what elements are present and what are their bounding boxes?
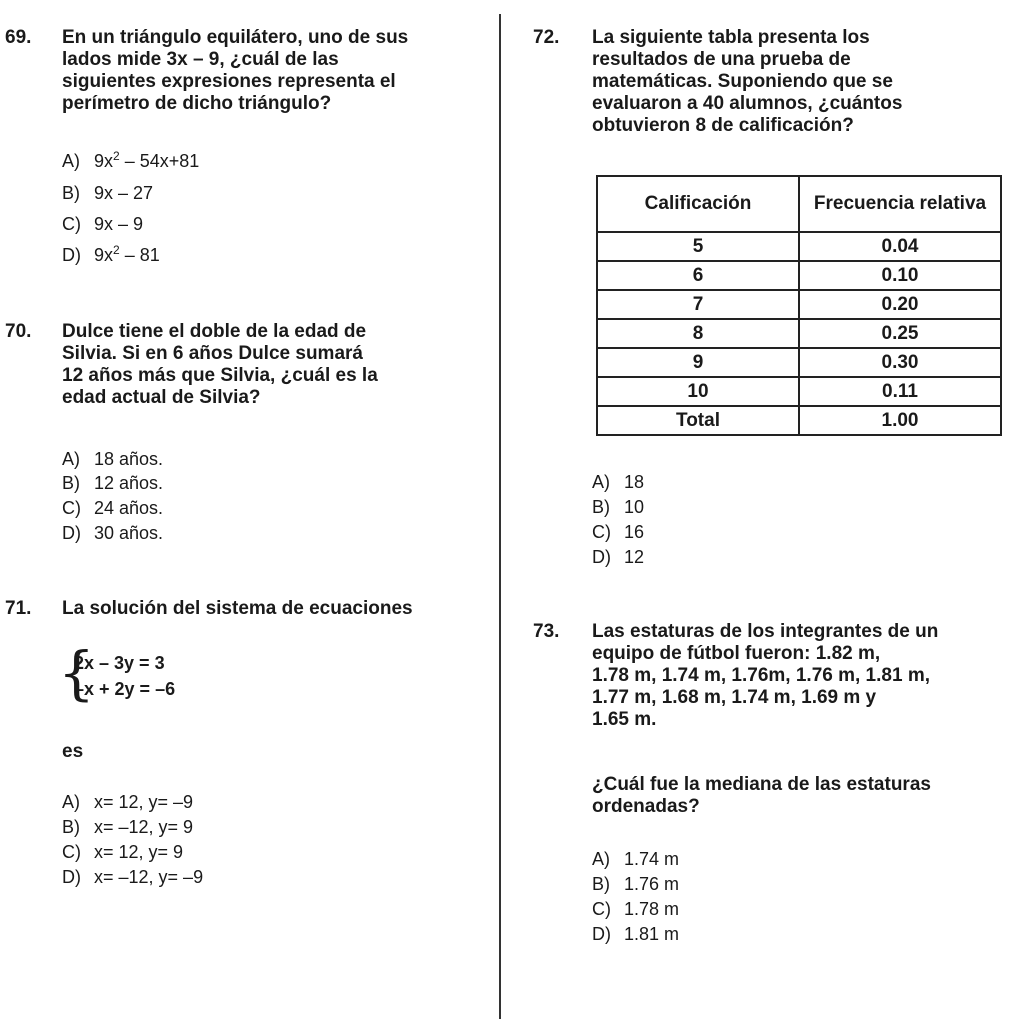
option-label: A) <box>62 792 80 812</box>
question-73-line: 1.65 m. <box>592 709 657 730</box>
option-exponent: 2 <box>113 149 120 163</box>
option-text: 18 <box>624 472 645 492</box>
question-71-option-b[interactable] <box>62 816 193 838</box>
question-72-line: matemáticas. Suponiendo que se <box>592 71 893 92</box>
question-71-stem <box>62 598 413 620</box>
question-72-option-a[interactable] <box>592 471 644 493</box>
table-cell: 8 <box>597 319 799 348</box>
option-label: B) <box>62 183 80 203</box>
option-text: 16 <box>624 522 645 542</box>
option-text: 10 <box>624 497 645 517</box>
question-70-line: Silvia. Si en 6 años Dulce sumará <box>62 343 363 364</box>
question-69-stem <box>62 27 408 115</box>
option-text: x= 12, y= 9 <box>94 842 184 862</box>
option-text: 1.78 m <box>624 899 680 919</box>
question-73-option-d[interactable] <box>592 923 679 945</box>
question-72-number: 72. <box>533 27 560 48</box>
table-row <box>597 290 1001 319</box>
table-header: Calificación <box>597 176 799 232</box>
table-header-row <box>597 176 1001 232</box>
option-text: 12 <box>624 547 645 567</box>
question-73-line: equipo de fútbol fueron: 1.82 m, <box>592 643 881 664</box>
question-72-stem <box>592 27 902 137</box>
option-label: D) <box>592 924 611 944</box>
question-73-line: Las estaturas de los integrantes de un <box>592 621 939 642</box>
option-label: B) <box>62 473 80 493</box>
option-text: 1.81 m <box>624 924 680 944</box>
option-label: B) <box>592 497 610 517</box>
question-69-line: En un triángulo equilátero, uno de sus <box>62 27 409 48</box>
option-label: C) <box>62 498 81 518</box>
option-text: – 81 <box>119 245 160 265</box>
option-text: x= –12, y= 9 <box>94 817 194 837</box>
question-70-option-b[interactable] <box>62 472 163 494</box>
question-70-line: edad actual de Silvia? <box>62 387 261 408</box>
table-header: Frecuencia relativa <box>799 176 1001 232</box>
table-row <box>597 377 1001 406</box>
table-cell: 0.04 <box>799 232 1001 261</box>
question-71-option-a[interactable] <box>62 791 193 813</box>
option-label: A) <box>62 151 80 171</box>
table-cell: 7 <box>597 290 799 319</box>
table-cell: 6 <box>597 261 799 290</box>
question-72-line: resultados de una prueba de <box>592 49 851 70</box>
question-73-option-c[interactable] <box>592 898 679 920</box>
table-row <box>597 406 1001 435</box>
question-73-line: 1.78 m, 1.74 m, 1.76m, 1.76 m, 1.81 m, <box>592 665 930 686</box>
system-brace: { <box>58 639 95 707</box>
option-text: 12 años. <box>94 473 164 493</box>
question-73-stem <box>592 621 938 731</box>
table-row <box>597 261 1001 290</box>
question-70-option-a[interactable] <box>62 448 163 470</box>
question-72-option-b[interactable] <box>592 496 644 518</box>
column-divider <box>499 14 501 1019</box>
option-text: x= –12, y= –9 <box>94 867 204 887</box>
table-row <box>597 348 1001 377</box>
question-71-option-d[interactable] <box>62 866 203 888</box>
question-73-prompt <box>592 774 931 818</box>
question-71-after: es <box>62 741 84 762</box>
option-text: 18 años. <box>94 449 164 469</box>
option-exponent: 2 <box>113 243 120 257</box>
question-71-line: La solución del sistema de ecuaciones <box>62 598 413 619</box>
question-70-option-d[interactable] <box>62 522 163 544</box>
question-69-option-d[interactable] <box>62 244 160 266</box>
option-label: D) <box>62 523 81 543</box>
table-row <box>597 232 1001 261</box>
question-72-option-c[interactable] <box>592 521 644 543</box>
table-cell: 0.30 <box>799 348 1001 377</box>
question-72-line: evaluaron a 40 alumnos, ¿cuántos <box>592 93 903 114</box>
equation-2: –x + 2y = –6 <box>74 679 176 699</box>
option-label: D) <box>62 245 81 265</box>
frequency-table <box>596 175 1002 436</box>
option-text: 1.74 m <box>624 849 680 869</box>
option-text: 9x – 9 <box>94 214 144 234</box>
table-cell: 0.25 <box>799 319 1001 348</box>
question-72-option-d[interactable] <box>592 546 644 568</box>
option-label: D) <box>592 547 611 567</box>
question-70-line: Dulce tiene el doble de la edad de <box>62 321 367 342</box>
question-70-stem <box>62 321 378 409</box>
option-label: C) <box>62 842 81 862</box>
option-text: 9x <box>94 151 114 171</box>
option-label: B) <box>592 874 610 894</box>
question-69-option-c[interactable] <box>62 213 143 235</box>
option-label: C) <box>592 522 611 542</box>
table-cell: 10 <box>597 377 799 406</box>
question-72-line: obtuvieron 8 de calificación? <box>592 115 854 136</box>
option-text: 9x <box>94 245 114 265</box>
table-cell: 1.00 <box>799 406 1001 435</box>
question-70-line: 12 años más que Silvia, ¿cuál es la <box>62 365 378 386</box>
question-69-option-b[interactable] <box>62 182 153 204</box>
option-text: 1.76 m <box>624 874 680 894</box>
option-text: 30 años. <box>94 523 164 543</box>
question-69-option-a[interactable] <box>62 150 199 172</box>
question-70-option-c[interactable] <box>62 497 163 519</box>
question-70-number: 70. <box>5 321 32 342</box>
question-71-number: 71. <box>5 598 32 619</box>
option-text: 9x – 27 <box>94 183 154 203</box>
option-label: B) <box>62 817 80 837</box>
question-69-line: lados mide 3x – 9, ¿cuál de las <box>62 49 339 70</box>
equation-1: 2x – 3y = 3 <box>74 653 165 673</box>
table-cell: Total <box>597 406 799 435</box>
table-cell: 9 <box>597 348 799 377</box>
option-label: C) <box>592 899 611 919</box>
question-73-line: 1.77 m, 1.68 m, 1.74 m, 1.69 m y <box>592 687 877 708</box>
question-71-option-c[interactable] <box>62 841 183 863</box>
question-69-number: 69. <box>5 27 32 48</box>
option-text: x= 12, y= –9 <box>94 792 194 812</box>
table-cell: 5 <box>597 232 799 261</box>
table-cell: 0.11 <box>799 377 1001 406</box>
table-cell: 0.10 <box>799 261 1001 290</box>
question-73-option-a[interactable] <box>592 848 679 870</box>
option-label: A) <box>592 849 610 869</box>
question-73-prompt-line: ordenadas? <box>592 796 700 817</box>
table-cell: 0.20 <box>799 290 1001 319</box>
question-69-line: siguientes expresiones representa el <box>62 71 396 92</box>
option-label: C) <box>62 214 81 234</box>
option-text: 24 años. <box>94 498 164 518</box>
question-73-option-b[interactable] <box>592 873 679 895</box>
question-72-line: La siguiente tabla presenta los <box>592 27 870 48</box>
equation-system <box>74 650 175 702</box>
question-73-number: 73. <box>533 621 560 642</box>
option-label: A) <box>592 472 610 492</box>
table-row <box>597 319 1001 348</box>
question-69-line: perímetro de dicho triángulo? <box>62 93 332 114</box>
option-text: – 54x+81 <box>119 151 200 171</box>
question-73-prompt-line: ¿Cuál fue la mediana de las estaturas <box>592 774 931 795</box>
option-label: D) <box>62 867 81 887</box>
option-label: A) <box>62 449 80 469</box>
